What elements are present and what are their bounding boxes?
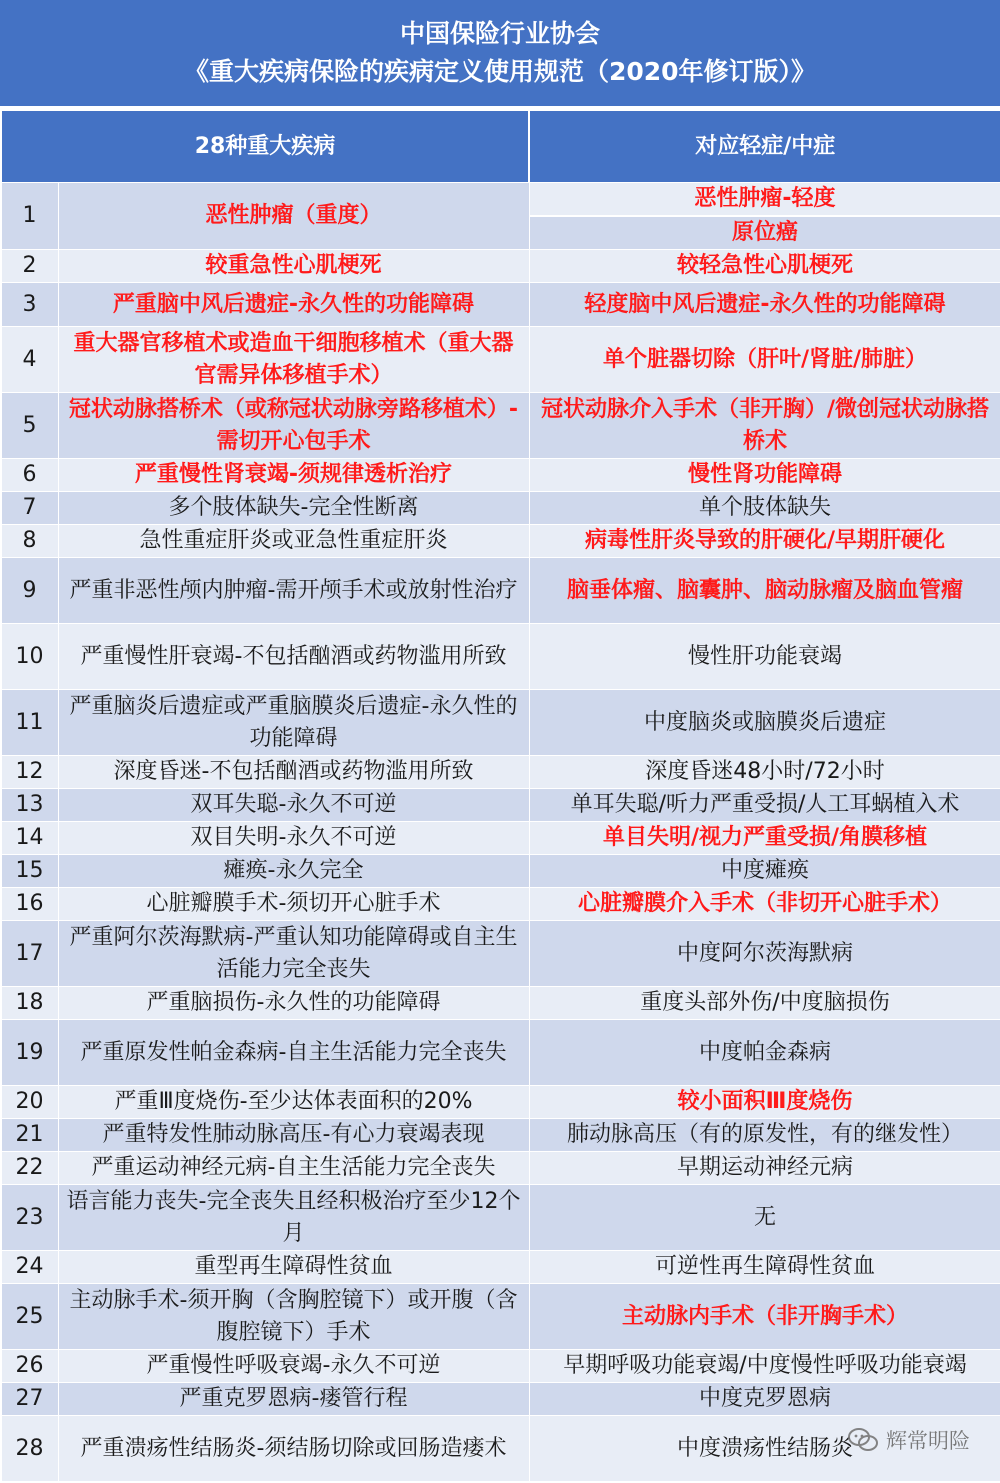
table-row	[1, 756, 1000, 789]
minor-disease-item: 原位癌	[530, 217, 1000, 249]
major-disease-cell: 严重脑中风后遗症-永久性的功能障碍	[58, 283, 529, 327]
row-number: 12	[1, 756, 58, 789]
row-number: 5	[1, 393, 58, 459]
major-disease-cell: 严重阿尔茨海默病-严重认知功能障碍或自主生活能力完全丧失	[58, 921, 529, 987]
major-disease-cell: 严重克罗恩病-瘘管行程	[58, 1383, 529, 1416]
minor-disease-cell: 单耳失聪/听力严重受损/人工耳蜗植入术	[529, 789, 1000, 822]
table-row	[1, 822, 1000, 855]
table-row	[1, 1185, 1000, 1251]
row-number: 19	[1, 1020, 58, 1086]
table-row	[1, 1086, 1000, 1119]
major-disease-cell: 多个肢体缺失-完全性断离	[58, 492, 529, 525]
minor-disease-cell: 中度克罗恩病	[529, 1383, 1000, 1416]
major-disease-cell: 严重脑炎后遗症或严重脑膜炎后遗症-永久性的功能障碍	[58, 690, 529, 756]
minor-disease-cell: 早期运动神经元病	[529, 1152, 1000, 1185]
major-disease-cell: 语言能力丧失-完全丧失且经积极治疗至少12个月	[58, 1185, 529, 1251]
row-number: 11	[1, 690, 58, 756]
table-row	[1, 250, 1000, 283]
row-number: 20	[1, 1086, 58, 1119]
major-disease-cell: 严重溃疡性结肠炎-须结肠切除或回肠造瘘术	[58, 1416, 529, 1482]
major-disease-cell: 心脏瓣膜手术-须切开心脏手术	[58, 888, 529, 921]
major-disease-cell: 深度昏迷-不包括酗酒或药物滥用所致	[58, 756, 529, 789]
table-row	[1, 393, 1000, 459]
table-row	[1, 327, 1000, 393]
column-header-major: 28种重大疾病	[1, 111, 529, 183]
table-row	[1, 1152, 1000, 1185]
major-disease-cell: 严重Ⅲ度烧伤-至少达体表面积的20%	[58, 1086, 529, 1119]
minor-disease-item: 恶性肿瘤-轻度	[530, 183, 1000, 217]
minor-disease-cell: 早期呼吸功能衰竭/中度慢性呼吸功能衰竭	[529, 1350, 1000, 1383]
row-number: 18	[1, 987, 58, 1020]
table-row	[1, 987, 1000, 1020]
major-disease-cell: 严重原发性帕金森病-自主生活能力完全丧失	[58, 1020, 529, 1086]
row-number: 10	[1, 624, 58, 690]
table-body	[1, 183, 1000, 1482]
major-disease-cell: 急性重症肝炎或亚急性重症肝炎	[58, 525, 529, 558]
table-row	[1, 525, 1000, 558]
title-line-2: 《重大疾病保险的疾病定义使用规范（2020年修订版）》	[183, 57, 817, 86]
major-disease-cell: 双目失明-永久不可逆	[58, 822, 529, 855]
row-number: 13	[1, 789, 58, 822]
minor-disease-cell: 单个脏器切除（肝叶/肾脏/肺脏）	[529, 327, 1000, 393]
row-number: 1	[1, 183, 58, 250]
table-row	[1, 690, 1000, 756]
table-row	[1, 888, 1000, 921]
major-disease-cell: 重型再生障碍性贫血	[58, 1251, 529, 1284]
major-disease-cell: 主动脉手术-须开胸（含胸腔镜下）或开腹（含腹腔镜下）手术	[58, 1284, 529, 1350]
minor-disease-cell	[529, 183, 1000, 250]
minor-disease-cell: 中度阿尔茨海默病	[529, 921, 1000, 987]
row-number: 28	[1, 1416, 58, 1482]
table-row	[1, 855, 1000, 888]
table-row	[1, 558, 1000, 624]
minor-disease-cell: 深度昏迷48小时/72小时	[529, 756, 1000, 789]
table-row	[1, 624, 1000, 690]
row-number: 27	[1, 1383, 58, 1416]
watermark-text: 辉常明险	[886, 1429, 970, 1453]
major-disease-cell: 严重运动神经元病-自主生活能力完全丧失	[58, 1152, 529, 1185]
table-row	[1, 1020, 1000, 1086]
row-number: 2	[1, 250, 58, 283]
major-disease-cell: 恶性肿瘤（重度）	[58, 183, 529, 250]
major-disease-cell: 严重脑损伤-永久性的功能障碍	[58, 987, 529, 1020]
row-number: 23	[1, 1185, 58, 1251]
column-header-minor: 对应轻症/中症	[529, 111, 1000, 183]
minor-disease-cell: 中度帕金森病	[529, 1020, 1000, 1086]
minor-disease-cell: 中度脑炎或脑膜炎后遗症	[529, 690, 1000, 756]
row-number: 24	[1, 1251, 58, 1284]
minor-disease-cell: 慢性肾功能障碍	[529, 459, 1000, 492]
major-disease-cell: 较重急性心肌梗死	[58, 250, 529, 283]
table-row	[1, 459, 1000, 492]
row-number: 7	[1, 492, 58, 525]
row-number: 9	[1, 558, 58, 624]
row-number: 25	[1, 1284, 58, 1350]
major-disease-cell: 重大器官移植术或造血干细胞移植术（重大器官需异体移植手术）	[58, 327, 529, 393]
row-number: 22	[1, 1152, 58, 1185]
row-number: 8	[1, 525, 58, 558]
minor-disease-cell: 中度溃疡性结肠炎	[529, 1416, 1000, 1482]
document-title	[0, 0, 1000, 110]
minor-disease-cell: 无	[529, 1185, 1000, 1251]
minor-disease-cell: 重度头部外伤/中度脑损伤	[529, 987, 1000, 1020]
row-number: 14	[1, 822, 58, 855]
table-row	[1, 1251, 1000, 1284]
wechat-icon	[848, 1427, 878, 1453]
major-disease-cell: 瘫痪-永久完全	[58, 855, 529, 888]
minor-disease-cell: 单目失明/视力严重受损/角膜移植	[529, 822, 1000, 855]
disease-table	[0, 110, 1000, 1482]
row-number: 21	[1, 1119, 58, 1152]
table-row	[1, 1119, 1000, 1152]
minor-disease-cell: 单个肢体缺失	[529, 492, 1000, 525]
major-disease-cell: 双耳失聪-永久不可逆	[58, 789, 529, 822]
table-row	[1, 183, 1000, 250]
row-number: 16	[1, 888, 58, 921]
minor-disease-cell: 轻度脑中风后遗症-永久性的功能障碍	[529, 283, 1000, 327]
table-row	[1, 1350, 1000, 1383]
major-disease-cell: 严重特发性肺动脉高压-有心力衰竭表现	[58, 1119, 529, 1152]
table-row	[1, 789, 1000, 822]
table-header-row	[1, 111, 1000, 183]
minor-disease-cell: 心脏瓣膜介入手术（非切开心脏手术）	[529, 888, 1000, 921]
row-number: 3	[1, 283, 58, 327]
minor-disease-cell: 肺动脉高压（有的原发性，有的继发性）	[529, 1119, 1000, 1152]
row-number: 4	[1, 327, 58, 393]
watermark	[848, 1425, 970, 1455]
table-row	[1, 1383, 1000, 1416]
minor-disease-cell: 病毒性肝炎导致的肝硬化/早期肝硬化	[529, 525, 1000, 558]
minor-disease-cell: 冠状动脉介入手术（非开胸）/微创冠状动脉搭桥术	[529, 393, 1000, 459]
title-line-1: 中国保险行业协会	[399, 19, 600, 48]
minor-disease-cell: 较轻急性心肌梗死	[529, 250, 1000, 283]
minor-disease-cell: 中度瘫痪	[529, 855, 1000, 888]
row-number: 26	[1, 1350, 58, 1383]
table-row	[1, 283, 1000, 327]
row-number: 6	[1, 459, 58, 492]
minor-disease-cell: 较小面积Ⅲ度烧伤	[529, 1086, 1000, 1119]
minor-disease-cell: 脑垂体瘤、脑囊肿、脑动脉瘤及脑血管瘤	[529, 558, 1000, 624]
major-disease-cell: 严重慢性呼吸衰竭-永久不可逆	[58, 1350, 529, 1383]
table-row	[1, 921, 1000, 987]
minor-disease-cell: 主动脉内手术（非开胸手术）	[529, 1284, 1000, 1350]
major-disease-cell: 严重非恶性颅内肿瘤-需开颅手术或放射性治疗	[58, 558, 529, 624]
minor-disease-cell: 可逆性再生障碍性贫血	[529, 1251, 1000, 1284]
minor-disease-cell: 慢性肝功能衰竭	[529, 624, 1000, 690]
row-number: 15	[1, 855, 58, 888]
row-number: 17	[1, 921, 58, 987]
table-row	[1, 1284, 1000, 1350]
major-disease-cell: 严重慢性肝衰竭-不包括酗酒或药物滥用所致	[58, 624, 529, 690]
table-row	[1, 492, 1000, 525]
major-disease-cell: 冠状动脉搭桥术（或称冠状动脉旁路移植术）-需切开心包手术	[58, 393, 529, 459]
major-disease-cell: 严重慢性肾衰竭-须规律透析治疗	[58, 459, 529, 492]
